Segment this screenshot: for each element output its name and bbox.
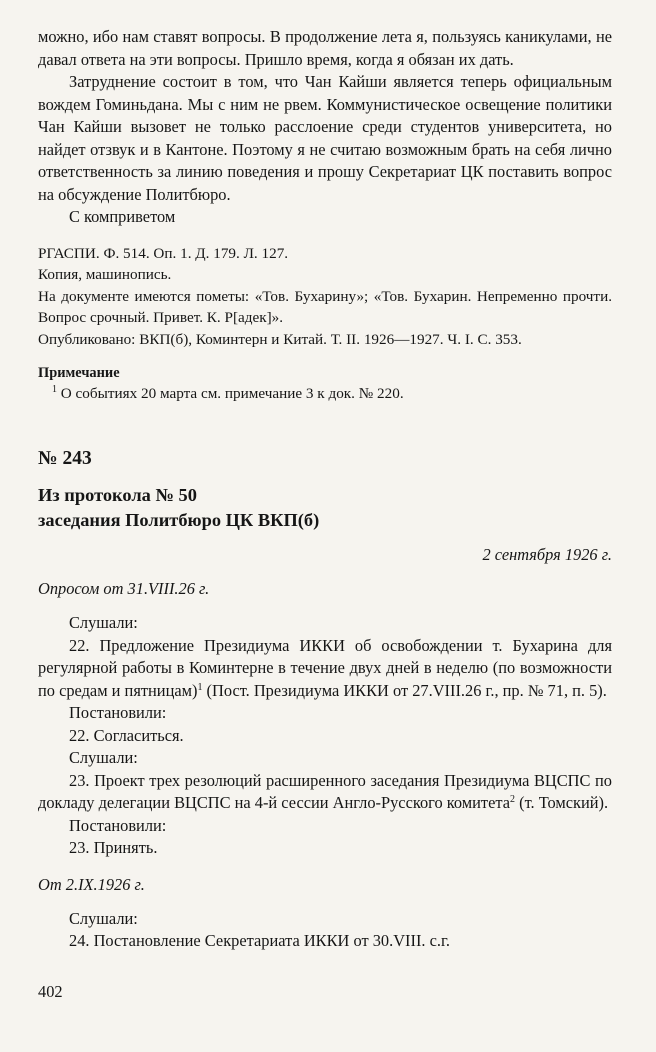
decision: 23. Принять. (69, 838, 158, 857)
copy-type: Копия, машинопись. (38, 266, 172, 283)
heard-label: Слушали: (69, 613, 138, 632)
decided-label: Постановили: (69, 815, 167, 835)
footnote-marker: 1 (197, 681, 203, 693)
footnote-marker: 1 (52, 384, 57, 395)
footnote (38, 383, 612, 404)
document-marks: На документе имеются пометы: «Тов. Бухарину»; «Тов. Бухарин. Непременно прочти. Вопрос срочный. Привет. К. Р[адек]». (38, 287, 612, 326)
letter-continuation (38, 26, 612, 229)
source-references (38, 243, 612, 351)
decision: 22. Согласиться. (69, 725, 184, 745)
publication-reference: Опубликовано: ВКП(б), Коминтерн и Китай. Т. II. 1926—1927. Ч. I. С. 353. (38, 330, 522, 348)
paragraph: Затруднение состоит в том, что Чан Кайши является теперь официальным вождем Гоминьдана. Мы с ним не рвем. Коммунистическое освещение политики Чан Кайши вызовет не только расслоение среди студентов университета, но найдет отзвук и в Кантоне. Поэтому я не считаю возможным брать на себя лично ответственность за линию поведения и прошу Секретариат ЦК поставить вопрос на обсуждение Политбюро. (38, 72, 612, 204)
closing-greeting: С комприветом (69, 207, 176, 226)
document-date: 2 сентября 1926 г. (482, 545, 612, 564)
document-title (38, 483, 612, 532)
heard-label: Слушали: (69, 748, 138, 767)
protocol-items (38, 908, 612, 953)
title-line: Из протокола № 50 (38, 485, 197, 505)
footnote-text: О событиях 20 марта см. примечание 3 к док. № 220. (60, 385, 404, 402)
footnote-marker: 2 (510, 794, 516, 805)
note-heading: Примечание (38, 365, 120, 381)
document-page (38, 26, 612, 953)
agenda-item: 24. Постановление Секретариата ИККИ от 30.VIII. с.г. (69, 931, 450, 950)
paragraph: можно, ибо нам ставят вопросы. В продолжение лета я, пользуясь каникулами, не давал ответа на эти вопросы. Пришло время, когда я обязан их дать. (38, 27, 612, 69)
agenda-item: 23. Проект трех резолюций расширенного заседания Президиума ВЦСПС по докладу делегации ВЦСПС на 4-й сессии Англо-Русского комитета$^2$ (т. Томский). (38, 770, 612, 812)
section-heading: От 2.IX.1926 г. (38, 874, 145, 894)
decided-label: Постановили: (69, 703, 167, 722)
protocol-items (38, 612, 612, 860)
page-number: 402 (38, 982, 63, 1001)
section-heading: Опросом от 31.VIII.26 г. (38, 579, 210, 598)
agenda-item: 22. Предложение Президиума ИККИ об освобождении т. Бухарина для регулярной работы в Коминтерне в течение двух дней в неделю (по возможности по средам и пятницам)$^1$ (Пост. Президиума ИККИ от 27.VIII.26 г., пр. № 71, п. 5). (38, 635, 612, 700)
document-number: № 243 (38, 448, 92, 469)
heard-label: Слушали: (69, 908, 138, 928)
archive-reference: РГАСПИ. Ф. 514. Оп. 1. Д. 179. Л. 127. (38, 244, 289, 262)
title-line: заседания Политбюро ЦК ВКП(б) (38, 509, 320, 530)
